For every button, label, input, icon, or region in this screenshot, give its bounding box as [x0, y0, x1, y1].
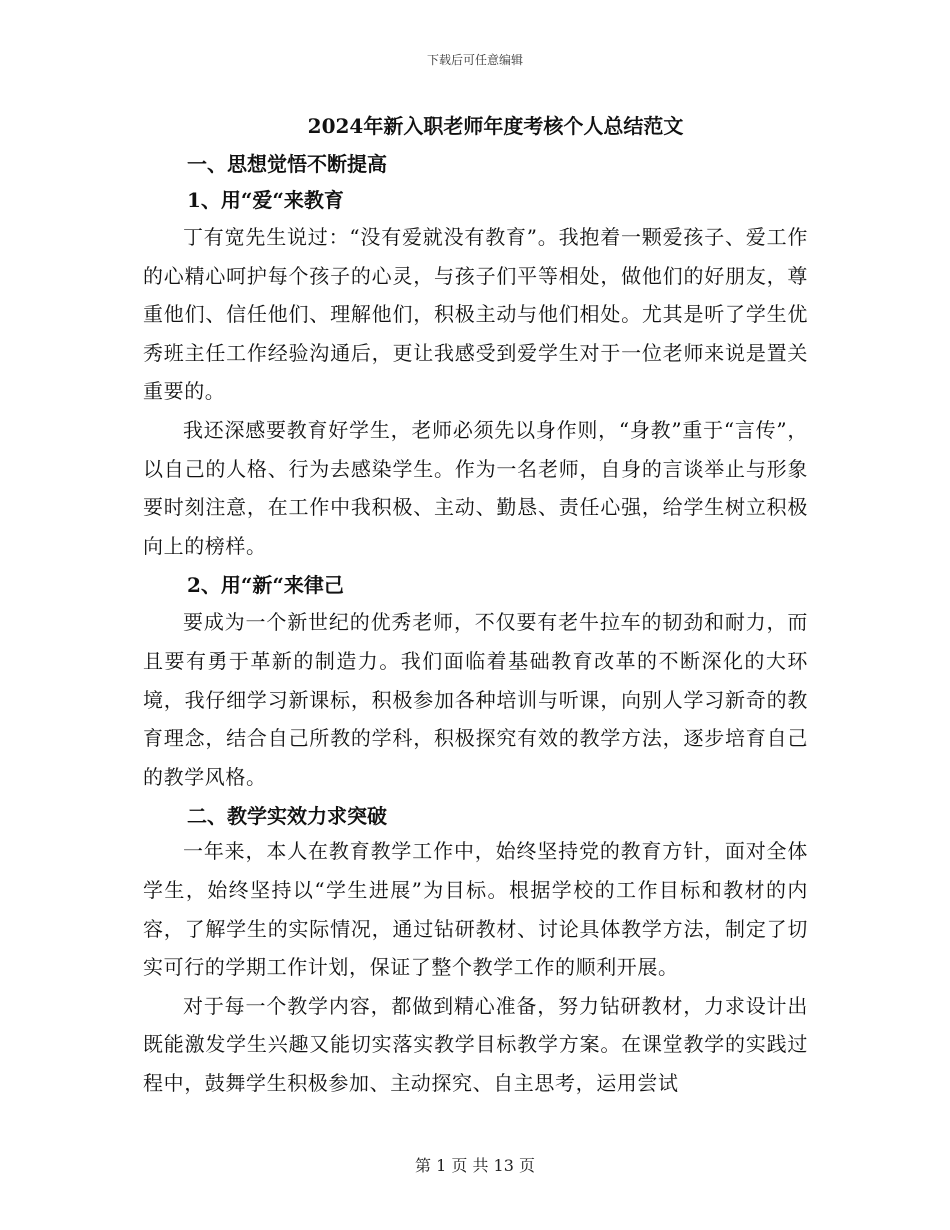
document-body [143, 108, 808, 1102]
paragraph-5: 对于每一个教学内容，都做到精心准备，努力钻研教材，力求设计出既能激发学生兴趣又能切实落实教学目标教学方案。在课堂教学的实践过程中，鼓舞学生积极参加、主动探究、自主思考，运用尝试 [143, 993, 808, 1095]
paragraph-3: 要成为一个新世纪的优秀老师，不仅要有老牛拉车的韧劲和耐力，而且要有勇于革新的制造力。我们面临着基础教育改革的不断深化的大环境，我仔细学习新课标，积极参加各种培训与听课，向别人学习新奇的教育理念，结合自己所教的学科，积极探究有效的教学方法，逐步培育自己的教学风格。 [143, 610, 808, 789]
section-heading-2: 二、教学实效力求突破 [187, 804, 387, 829]
paragraph-4: 一年来，本人在教育教学工作中，始终坚持党的教育方针，面对全体学生，始终坚持以“学生进展”为目标。根据学校的工作目标和教材的内容，了解学生的实际情况，通过钻研教材、讨论具体教学方法，制定了切实可行的学期工作计划，保证了整个教学工作的顺利开展。 [143, 839, 808, 980]
page-header-note: 下载后可任意编辑 [426, 53, 523, 67]
subsection-heading-1: 1、用“爱“来教育 [187, 188, 344, 212]
page-number: 第 1 页 共 13 页 [415, 1156, 535, 1175]
paragraph-1: 丁有宽先生说过：“没有爱就没有教育”。我抱着一颗爱孩子、爱工作的心精心呵护每个孩子的心灵，与孩子们平等相处，做他们的好朋友，尊重他们、信任他们、理解他们，积极主动与他们相处。尤其是听了学生优秀班主任工作经验沟通后，更让我感受到爱学生对于一位老师来说是置关重要的。 [143, 225, 808, 404]
subsection-heading-2: 2、用“新“来律己 [187, 573, 344, 598]
paragraph-2: 我还深感要教育好学生，老师必须先以身作则，“身教”重于“言传”，以自己的人格、行为去感染学生。作为一名老师，自身的言谈举止与形象要时刻注意，在工作中我积极、主动、勤恳、责任心强，给学生树立积极向上的榜样。 [143, 417, 808, 558]
section-heading-1: 一、思想觉悟不断提高 [187, 152, 387, 176]
document-title: 2024年新入职老师年度考核个人总结范文 [307, 114, 684, 138]
